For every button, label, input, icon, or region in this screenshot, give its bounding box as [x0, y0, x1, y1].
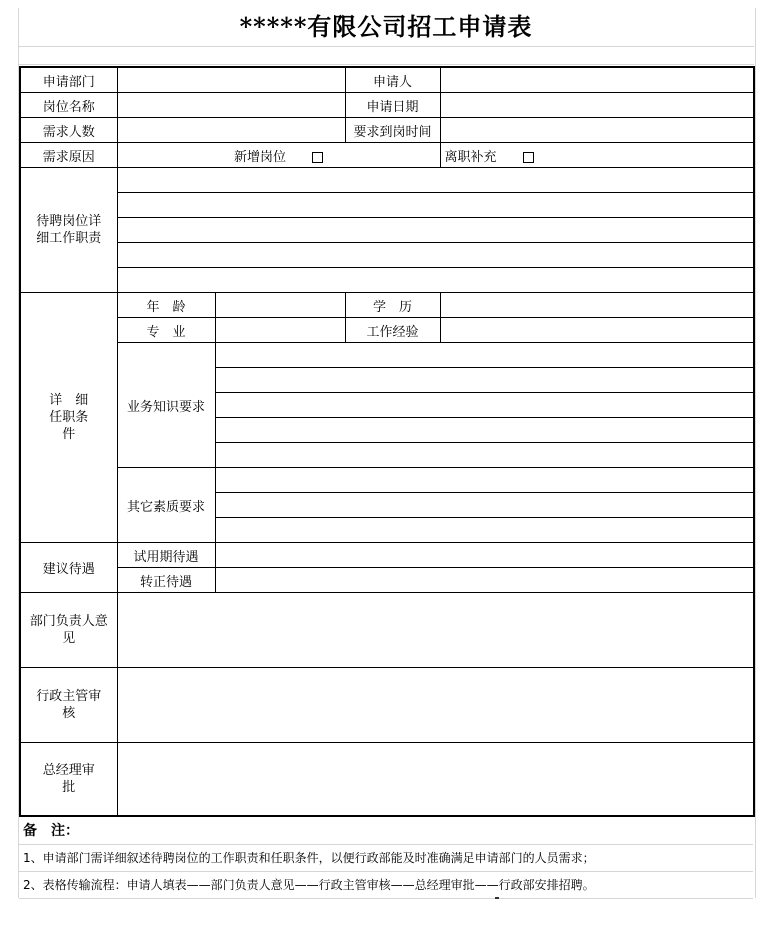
input-duties-line[interactable] — [117, 268, 754, 293]
label-dept-head: 部门负责人意 见 — [20, 593, 117, 668]
input-knowledge-line[interactable] — [215, 368, 754, 393]
input-experience[interactable] — [440, 318, 754, 343]
label-onboard-time: 要求到岗时间 — [345, 118, 440, 143]
input-department[interactable] — [117, 67, 345, 93]
input-onboard-time[interactable] — [440, 118, 754, 143]
input-regular-pay[interactable] — [215, 568, 754, 593]
reason-replace-label: 离职补充 — [444, 149, 497, 165]
label-position-name: 岗位名称 — [20, 93, 117, 118]
form-title: *****有限公司招工申请表 — [18, 8, 754, 47]
row-dept-head — [20, 593, 754, 668]
row-duties — [20, 193, 754, 218]
label-headcount: 需求人数 — [20, 118, 117, 143]
input-headcount[interactable] — [117, 118, 345, 143]
label-department: 申请部门 — [20, 67, 117, 93]
input-other-quality-line[interactable] — [215, 518, 754, 543]
label-regular-pay: 转正待遇 — [117, 568, 215, 593]
input-other-quality-line[interactable] — [215, 493, 754, 518]
label-age: 年 龄 — [117, 293, 215, 318]
input-duties-line[interactable] — [117, 168, 754, 193]
notes-line-1: 1、申请部门需详细叙述待聘岗位的工作职责和任职条件，以便行政部能及时准确满足申请部门的人员需求； — [19, 845, 753, 872]
input-duties-line[interactable] — [117, 243, 754, 268]
label-applicant: 申请人 — [345, 67, 440, 93]
input-admin-review[interactable] — [117, 668, 754, 743]
recruitment-application-form — [19, 66, 755, 817]
row-knowledge — [20, 343, 754, 368]
label-qualifications: 详 细 任职条件 — [20, 293, 117, 543]
notes-line-2: 2、表格传输流程：申请人填表——部门负责人意见——行政主管审核——总经理审批——行政部安排招聘。 — [19, 872, 753, 899]
label-salary: 建议待遇 — [20, 543, 117, 593]
input-probation-pay[interactable] — [215, 543, 754, 568]
reason-replace-option[interactable] — [440, 143, 754, 168]
row-regular-pay — [20, 568, 754, 593]
input-knowledge-line[interactable] — [215, 343, 754, 368]
label-other-quality: 其它素质要求 — [117, 468, 215, 543]
row-duties — [20, 268, 754, 293]
label-major: 专 业 — [117, 318, 215, 343]
label-knowledge: 业务知识要求 — [117, 343, 215, 468]
row-duties — [20, 243, 754, 268]
reason-new-label: 新增岗位 — [233, 149, 286, 165]
row-age — [20, 293, 754, 318]
input-apply-date[interactable] — [440, 93, 754, 118]
row-headcount — [20, 118, 754, 143]
label-apply-date: 申请日期 — [345, 93, 440, 118]
stray-mark — [495, 897, 499, 899]
input-dept-head-opinion[interactable] — [117, 593, 754, 668]
row-admin-supervisor — [20, 668, 754, 743]
input-other-quality-line[interactable] — [215, 468, 754, 493]
input-education[interactable] — [440, 293, 754, 318]
input-knowledge-line[interactable] — [215, 443, 754, 468]
row-duties — [20, 218, 754, 243]
input-knowledge-line[interactable] — [215, 393, 754, 418]
row-probation-pay — [20, 543, 754, 568]
input-age[interactable] — [215, 293, 345, 318]
input-duties-line[interactable] — [117, 193, 754, 218]
label-education: 学 历 — [345, 293, 440, 318]
reason-new-option[interactable] — [117, 143, 440, 168]
row-general-manager — [20, 743, 754, 817]
row-other-quality — [20, 468, 754, 493]
label-duties: 待聘岗位详细工作职责 — [20, 168, 117, 293]
row-reason — [20, 143, 754, 168]
input-applicant[interactable] — [440, 67, 754, 93]
label-experience: 工作经验 — [345, 318, 440, 343]
title-spacer-row — [18, 46, 754, 65]
reason-new-checkbox[interactable] — [312, 152, 323, 163]
reason-replace-checkbox[interactable] — [523, 152, 534, 163]
row-major — [20, 318, 754, 343]
input-knowledge-line[interactable] — [215, 418, 754, 443]
input-major[interactable] — [215, 318, 345, 343]
row-department — [20, 67, 754, 93]
label-reason: 需求原因 — [20, 143, 117, 168]
input-gm-approval[interactable] — [117, 743, 754, 817]
notes-section — [19, 818, 753, 899]
row-duties — [20, 168, 754, 193]
input-position-name[interactable] — [117, 93, 345, 118]
row-position-name — [20, 93, 754, 118]
label-general-manager: 总经理审 批 — [20, 743, 117, 817]
input-duties-line[interactable] — [117, 218, 754, 243]
label-probation-pay: 试用期待遇 — [117, 543, 215, 568]
label-admin-supervisor: 行政主管审 核 — [20, 668, 117, 743]
notes-heading: 备 注： — [19, 818, 753, 845]
